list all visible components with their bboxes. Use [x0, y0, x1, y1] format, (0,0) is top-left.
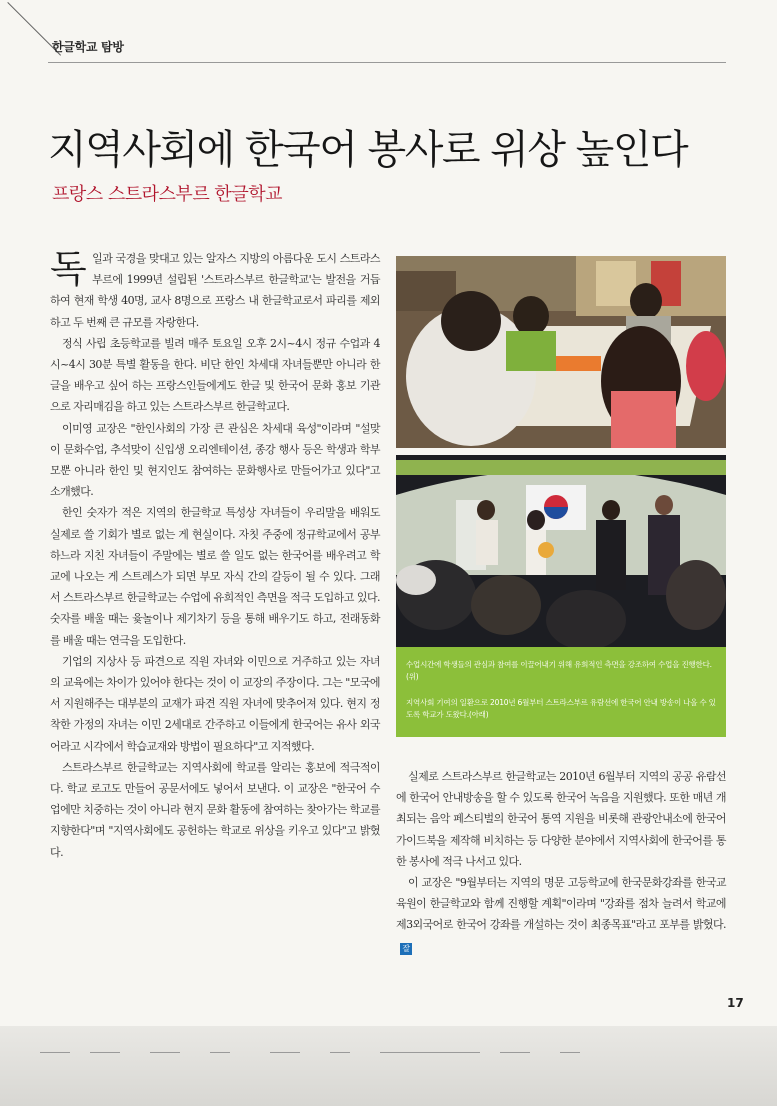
boat-ceremony-photo [396, 455, 726, 647]
paragraph-8 [396, 872, 726, 957]
bottom-dash [270, 1052, 300, 1053]
page-number: 17 [727, 996, 744, 1010]
article-title: 지역사회에 한국어 봉사로 위상 높인다 [48, 127, 688, 173]
caption-bottom: 지역사회 기여의 일환으로 2010년 6월부터 스트라스부르 유람선에 한국어 안내 방송이 나올 수 있도록 학교가 도왔다.(아래) [406, 698, 716, 719]
paragraph-text: 일과 국경을 맞대고 있는 알자스 지방의 아름다운 도시 스트라스부르에 1999년 설립된 '스트라스부르 한글학교'는 발전을 거듭하여 현재 학생 40명, 교사 8명으로 프랑스 내 한글학교로서 파리를 제외하고 두 번째 큰 규모를 자랑한다. [50, 252, 380, 329]
paragraph-5: 기업의 지상사 등 파견으로 직원 자녀와 이민으로 거주하고 있는 자녀의 교육에는 차이가 있어야 한다는 것이 이 교장의 주장이다. 그는 "모국에서 지원해주는 대부분의 교재가 파견 직원 자녀에 맞추어져 있다. 현지 정착한 가정의 자녀는 이민 2세대로 간주하고 이들에게 한국어는 유사 외국어라고 시각에서 학습교재와 방법이 필요하다"고 지적했다. [50, 654, 380, 753]
paragraph-text: 이 교장은 "9월부터는 지역의 명문 고등학교에 한국문화강좌를 한국교육원이 한글학교와 함께 진행할 계획"이라며 "강좌를 점차 늘려서 학교에 제3외국어로 한국어 강좌를 개설하는 것이 최종목표"라고 포부를 밝혔다. [396, 876, 726, 932]
paragraph-2: 정식 사립 초등학교를 빌려 매주 토요일 오후 2시~4시 정규 수업과 4시~4시 30분 특별 활동을 한다. 비단 한인 차세대 자녀들뿐만 아니라 한글을 배우고 싶어 하는 프랑스인들에게도 한글 및 한국어 문화 홍보 기관으로 자리매김을 하고 있는 스트라스부르 한글학교다. [50, 336, 380, 414]
article-subtitle: 프랑스 스트라스부르 한글학교 [52, 184, 282, 205]
bottom-dash [560, 1052, 580, 1053]
dropcap: 독 [50, 247, 87, 291]
end-mark-icon: 잘 [400, 943, 412, 955]
bottom-dash [330, 1052, 350, 1053]
paragraph-3: 이미영 교장은 "한인사회의 가장 큰 관심은 차세대 육성"이라며 "설맞이 문화수업, 추석맞이 신입생 오리엔테이션, 종강 행사 등은 학생과 학부모뿐 아니라 한인 및 현지인도 참여하는 문화행사로 만들어가고 있다"고 소개했다. [50, 421, 380, 499]
bottom-dash [500, 1052, 530, 1053]
bottom-dash [150, 1052, 180, 1053]
bottom-dash [90, 1052, 120, 1053]
page-bottom-band [0, 1026, 777, 1106]
bottom-dash [40, 1052, 70, 1053]
paragraph-4: 한인 숫자가 적은 지역의 한글학교 특성상 자녀들이 우리말을 배워도 실제로 쓸 기회가 별로 없는 게 현실이다. 자칫 주중에 정규학교에서 공부하느라 지친 자녀들이 주말에는 별로 쓸 일도 없는 한국어를 배우려고 학교에 나오는 게 스트레스가 되면 부모 자식 간의 갈등이 될 수 있다. 그래서 스트라스부르 한글학교는 수업에 유희적인 측면을 적극 도입하고 있다. 숫자를 배울 때는 윷놀이나 제기차기 등을 통해 배우기도 하고, 전래동화를 배울 때는 연극을 도입한다. [50, 506, 380, 647]
paragraph-1 [50, 248, 380, 333]
paragraph-7: 실제로 스트라스부르 한글학교는 2010년 6월부터 지역의 공공 유람선에 한국어 안내방송을 할 수 있도록 한국어 녹음을 지원했다. 또한 매년 개최되는 음악 페스티벌의 한국어 통역 지원을 비롯해 관광안내소에 한국어 가이드북을 제작해 비치하는 등 다양한 분야에서 지역사회에 한국어를 통한 봉사에 적극 나서고 있다. [396, 770, 726, 868]
caption-top: 수업시간에 학생들의 관심과 참여를 이끌어내기 위해 유희적인 측면을 강조하여 수업을 진행한다.(위) [406, 660, 712, 681]
photo-caption-box [396, 647, 726, 737]
left-column [50, 248, 380, 863]
bottom-dash [210, 1052, 230, 1053]
paragraph-6: 스트라스부르 한글학교는 지역사회에 학교를 알리는 홍보에 적극적이다. 학교 로고도 만들어 공문서에도 넣어서 보낸다. 이 교장은 "한국어 수업에만 치중하는 것이 아니라 현지 문화 활동에 참여하는 찾아가는 학교를 지향한다"며 "지역사회에도 공헌하는 학교로 위상을 키우고 있다"고 밝혔다. [50, 760, 380, 859]
header-divider [48, 62, 726, 63]
bottom-dash [380, 1052, 480, 1053]
section-label: 한글학교 탐방 [52, 40, 124, 54]
classroom-photo [396, 256, 726, 448]
right-column [396, 766, 726, 957]
